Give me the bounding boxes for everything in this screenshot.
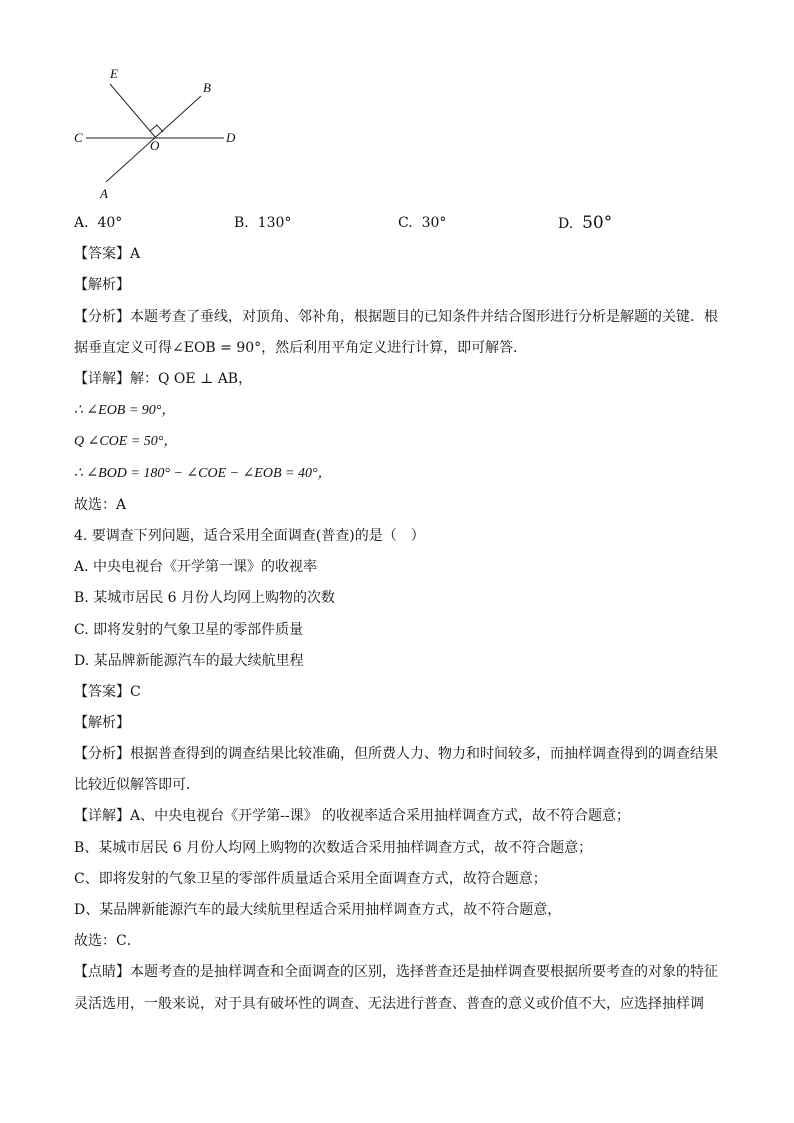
- right-angle-mark: [150, 125, 163, 132]
- q4-option-b: B. 某城市居民 6 月份人均网上购物的次数: [74, 590, 335, 606]
- angle-figure: [66, 62, 256, 210]
- q4-comment-line-1: 【点睛】本题考查的是抽样调查和全面调查的区别，选择普查还是抽样调查要根据所要考查的对象的特征: [74, 964, 718, 980]
- q4-choose: 故选：C．: [74, 933, 141, 949]
- label-d: D: [226, 130, 236, 145]
- q3-detail-line-4: ∴ ∠BOD = 180° − ∠COE − ∠EOB = 40°，: [74, 466, 332, 481]
- q3-answer: 【答案】A: [74, 246, 141, 262]
- q3-analysis-line-2: 据垂直定义可得∠EOB = 90°，然后利用平角定义进行计算，即可解答．: [74, 340, 528, 356]
- q3-option-d: D. 50°: [558, 213, 613, 233]
- line-oe: [110, 84, 156, 138]
- label-a: A: [100, 186, 108, 201]
- q4-analysis-line-1: 【分析】根据普查得到的调查结果比较准确，但所费人力、物力和时间较多，而抽样调查得到的调查结果: [74, 746, 718, 762]
- q4-stem: 4. 要调查下列问题，适合采用全面调查(普查)的是（ ）: [74, 528, 425, 544]
- q4-option-c: C. 即将发射的气象卫星的零部件质量: [74, 622, 304, 638]
- q3-detail-line-3: Q ∠COE = 50°，: [74, 434, 178, 449]
- q4-option-a: A. 中央电视台《开学第一课》的收视率: [74, 559, 318, 575]
- q4-detail-line-4: D、某品牌新能源汽车的最大续航里程适合采用抽样调查方式，故不符合题意，: [74, 902, 562, 918]
- q3-option-a: A. 40°: [74, 215, 123, 231]
- q4-analysis-line-2: 比较近似解答即可．: [74, 777, 200, 793]
- q3-detail-line-1: 【详解】解：Q OE ⊥ AB，: [74, 371, 253, 387]
- q3-detail-line-2: ∴ ∠EOB = 90°，: [74, 403, 176, 418]
- q3-choose: 故选：A: [74, 497, 127, 513]
- label-e: E: [110, 66, 118, 81]
- q3-option-c: C. 30°: [398, 215, 447, 231]
- q4-detail-line-2: B、某城市居民 6 月份人均网上购物的次数适合采用抽样调查方式，故不符合题意；: [74, 840, 593, 856]
- q4-jiexi: 【解析】: [74, 715, 130, 731]
- q4-option-d: D. 某品牌新能源汽车的最大续航里程: [74, 653, 304, 669]
- q3-jiexi: 【解析】: [74, 277, 130, 293]
- q3-analysis-line-1: 【分析】本题考查了垂线，对顶角、邻补角，根据题目的已知条件并结合图形进行分析是解题的关键．根: [74, 309, 718, 325]
- label-c: C: [74, 130, 83, 145]
- label-b: B: [203, 80, 211, 95]
- q4-comment-line-2: 灵活选用，一般来说，对于具有破坏性的调查、无法进行普查、普查的意义或价值不大，应选择抽样调: [74, 996, 704, 1012]
- q4-detail-line-1: 【详解】A、中央电视台《开学第--课》 的收视率适合采用抽样调查方式，故不符合题意；: [74, 808, 631, 824]
- q4-answer: 【答案】C: [74, 684, 141, 700]
- q3-option-b: B. 130°: [234, 215, 292, 231]
- q4-detail-line-3: C、即将发射的气象卫星的零部件质量适合采用全面调查方式，故符合题意；: [74, 871, 547, 887]
- label-o: O: [150, 138, 160, 153]
